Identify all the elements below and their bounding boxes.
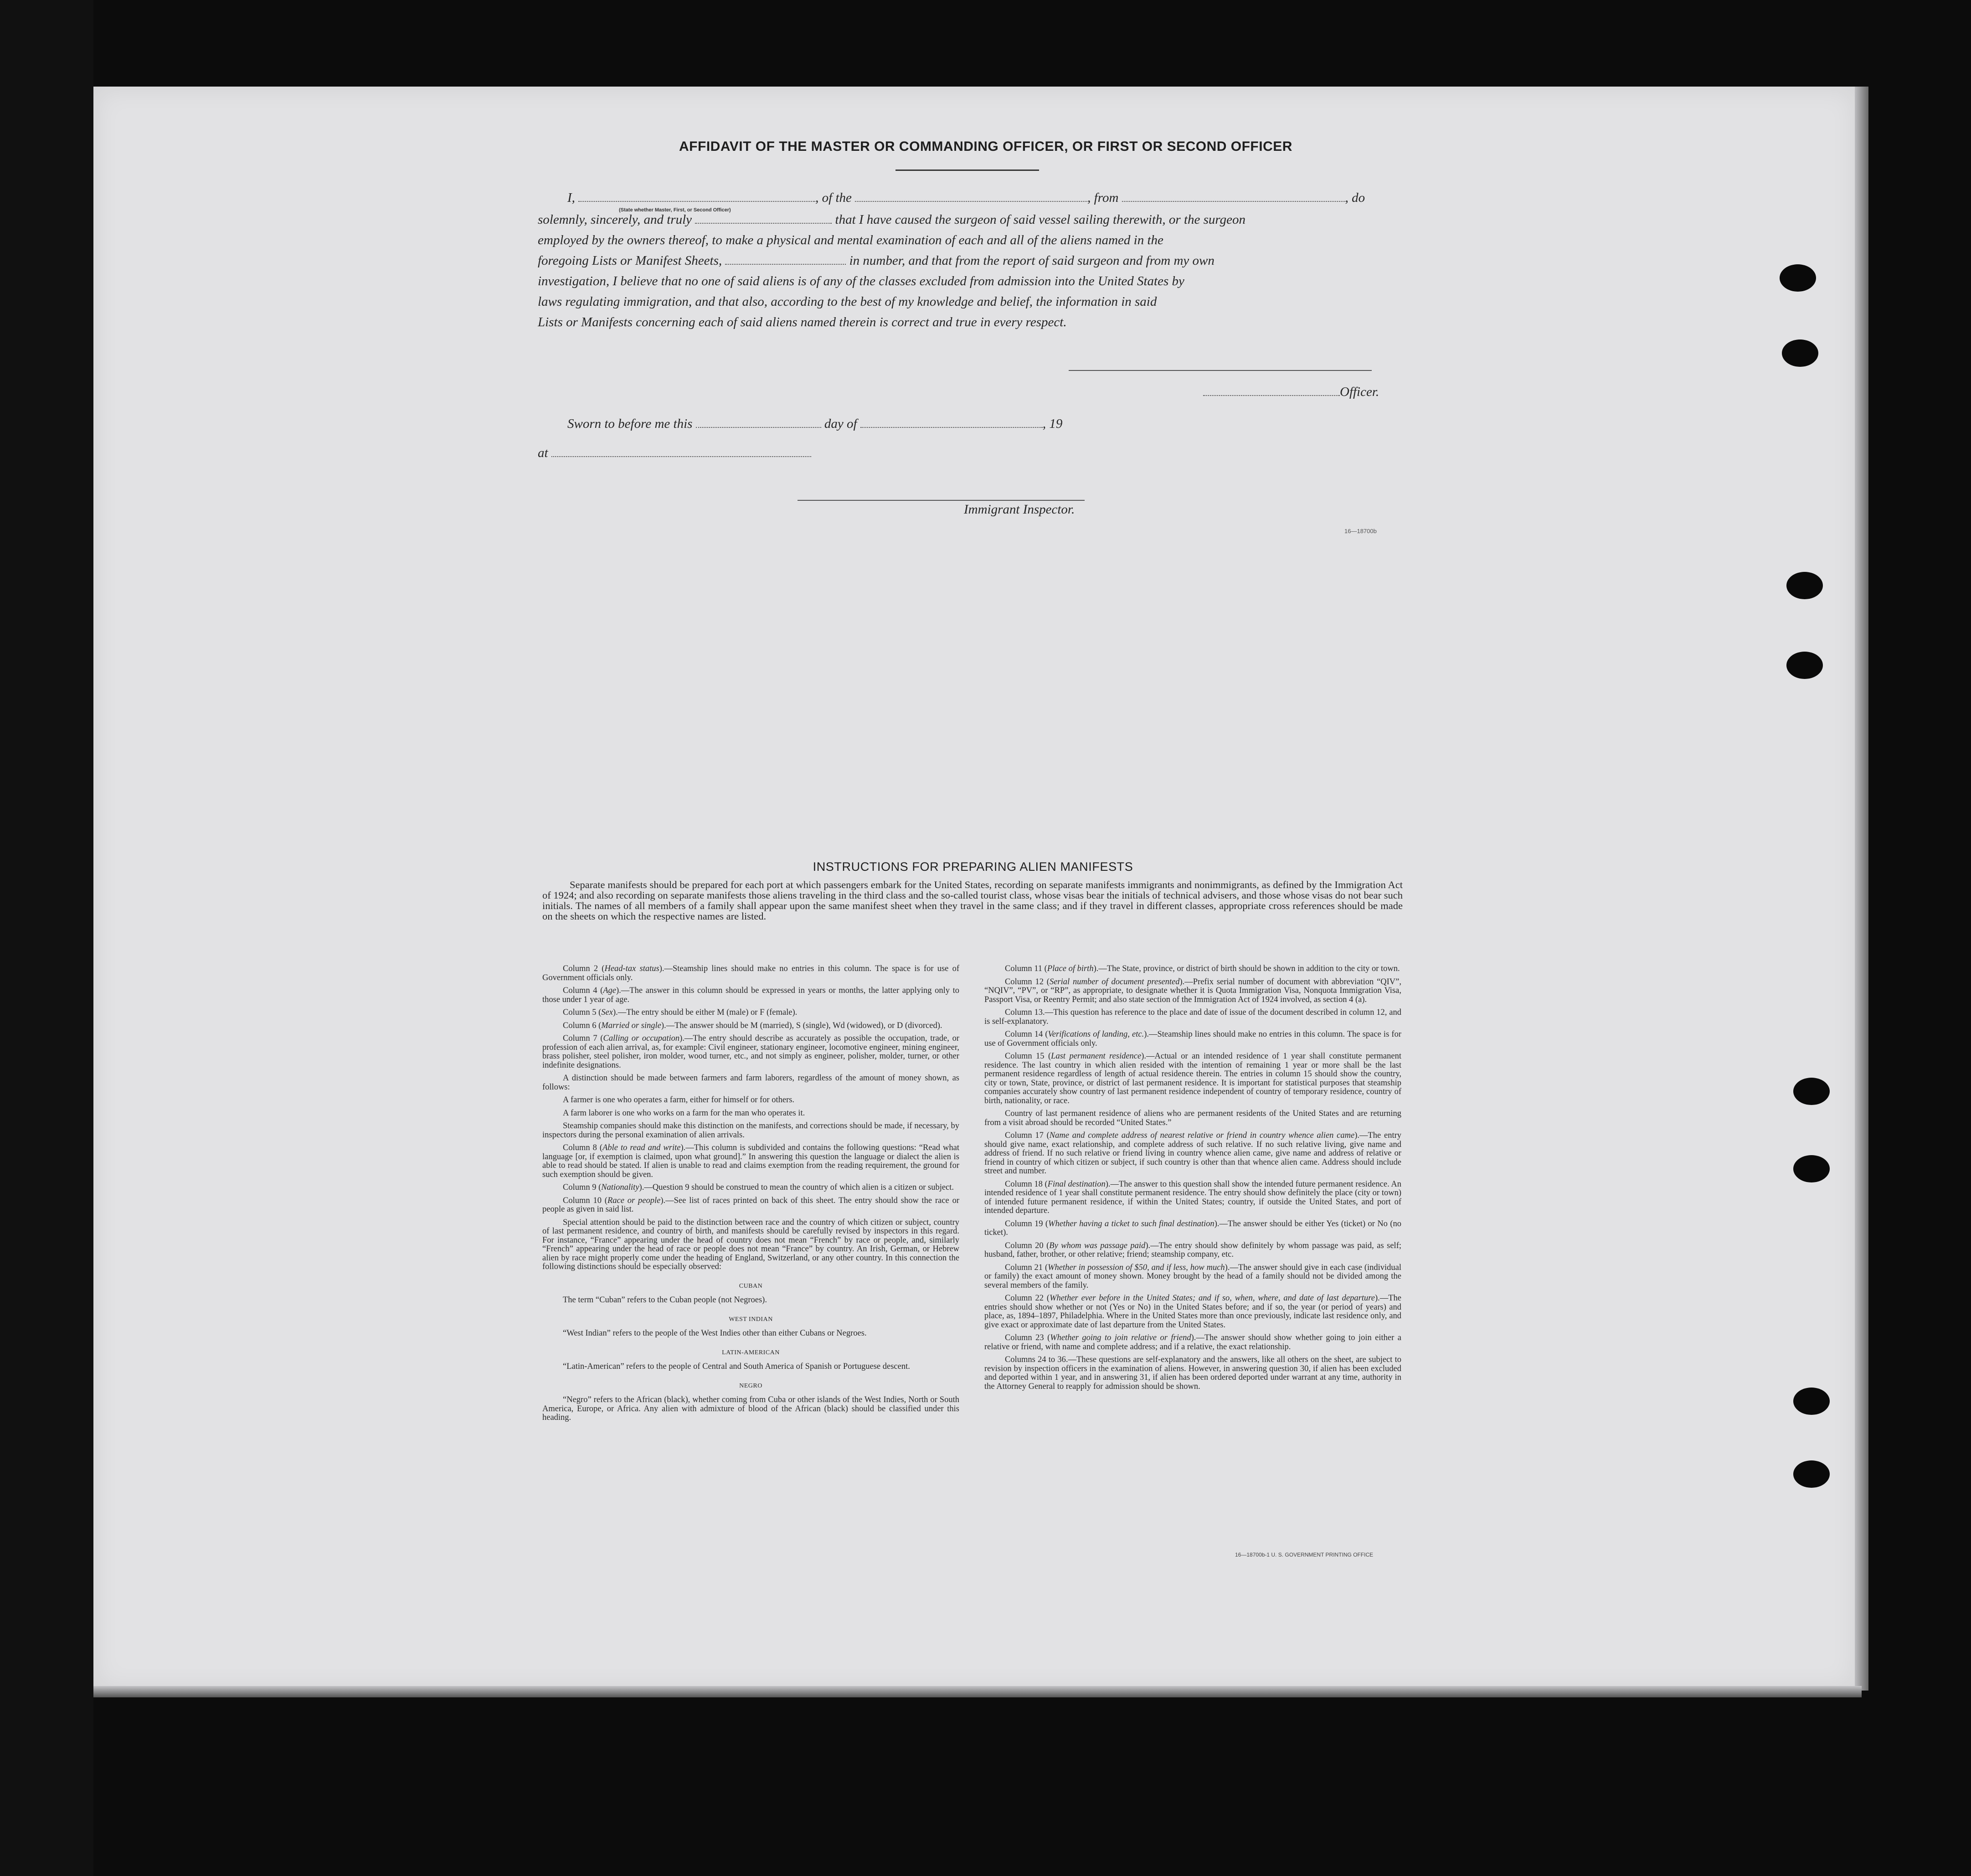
sworn-month-field[interactable] bbox=[860, 427, 1043, 428]
instruction-paragraph: Column 11 (Place of birth).—The State, province, or district of birth should be shown in addition to the city or town. bbox=[1005, 964, 1400, 973]
instruction-paragraph: Country of last permanent residence of aliens who are permanent residents of the United States and are returning from a visit abroad should be recorded “United States.” bbox=[984, 1109, 1401, 1127]
affidavit-line-4 bbox=[538, 251, 1401, 271]
instruction-paragraph: Column 23 (Whether going to join relative or friend).—The answer should show whether going to join either a relative or friend, with name and complete address; and if a relative, the exact relationship. bbox=[984, 1333, 1401, 1352]
punch-hole-icon bbox=[1782, 339, 1818, 367]
instruction-paragraph: Special attention should be paid to the distinction between race and the country of which citizen or subject, country of last permanent residence, and country of birth, and manifests should be carefully revised by inspectors in this regard. For instance, “France” appearing under the head of country does not mean “French” by race or people, and, similarly “French” appearing under the head of race or people does not mean “France” by country. An Irish, German, or Hebrew alien by race might properly come under the heading of England, Switzerland, or any other country. In this connection the following distinctions should be especially observed: bbox=[542, 1218, 959, 1271]
instruction-paragraph: “West Indian” refers to the people of the West Indies other than either Cubans or Negroes. bbox=[563, 1329, 867, 1338]
instruction-paragraph: Column 5 (Sex).—The entry should be either M (male) or F (female). bbox=[563, 1008, 798, 1017]
instruction-paragraph: Column 12 (Serial number of document presented).—Prefix serial number of document with abbreviation “QIV”, “NQIV”, “PV”, or “RP”, as appropriate, to designate whether it is Quota Immigration Visa, Nonquota Immigration Visa, Passport Visa, or Reentry Permit; and also state section of the Immigration Act of 1924 involved, as section 4 (a). bbox=[984, 977, 1401, 1004]
sworn-day-field[interactable] bbox=[696, 427, 821, 428]
text-from: , from bbox=[1087, 190, 1119, 205]
affidavit-line-6: laws regulating immigration, and that also, according to the best of my knowledge and belief, the information in said bbox=[538, 294, 1157, 309]
text-surgeon: that I have caused the surgeon of said vessel sailing therewith, or the surgeon bbox=[835, 212, 1246, 227]
instruction-paragraph: A farmer is one who operates a farm, either for himself or for others. bbox=[563, 1095, 795, 1105]
text-do: , do bbox=[1345, 190, 1365, 205]
subheading-cuban: CUBAN bbox=[739, 1282, 763, 1290]
instruction-paragraph: Column 22 (Whether ever before in the United States; and if so, when, where, and date of last departure).—The entries should show whether or not (Yes or No) in the United States before; and if so, the year (or period of years) and place, as, 1894–1897, Philadelphia. Where in the United States more than once previously, indicate last residence only, and give exact or approximate date of last departure from the United States. bbox=[984, 1294, 1402, 1330]
officer-label: Officer. bbox=[1340, 385, 1379, 399]
punch-hole-icon bbox=[1793, 1078, 1830, 1105]
text-sworn: Sworn to before me this bbox=[567, 416, 693, 431]
film-border-left bbox=[0, 0, 93, 1876]
instruction-paragraph: Column 7 (Calling or occupation).—The entry should describe as accurately as possible the occupation, trade, or profession of each alien arrival, as, for example: Civil engineer, stationary engineer, locomotive engineer, mining engineer, brass polisher, steel polisher, iron molder, wood turner, etc., and not simply as engineer, polisher, molder, turner, or other indefinite designations. bbox=[542, 1034, 959, 1070]
inspector-label: Immigrant Inspector. bbox=[964, 502, 1075, 517]
punch-hole-icon bbox=[1786, 652, 1823, 679]
instruction-paragraph: Column 2 (Head-tax status).—Steamship lines should make no entries in this column. The space is for use of Government officials only. bbox=[542, 964, 960, 982]
punch-hole-icon bbox=[1780, 264, 1816, 292]
text-at: at bbox=[538, 446, 548, 460]
affidavit-line-7: Lists or Manifests concerning each of said aliens named therein is correct and true in every respect. bbox=[538, 315, 1067, 329]
text-in-number: in number, and that from the report of said surgeon and from my own bbox=[849, 253, 1215, 268]
instruction-paragraph: Column 18 (Final destination).—The answer to this question shall show the intended future permanent residence. An intended residence of 1 year shall constitute permanent residence. The entry should show definitely the place (city or town) of intended future permanent residence, if within the United States; country, if outside the United States, and port of intended departure. bbox=[984, 1179, 1401, 1215]
at-line bbox=[538, 443, 1401, 463]
punch-hole-icon bbox=[1793, 1388, 1830, 1415]
punch-hole-icon bbox=[1793, 1155, 1830, 1182]
instructions-intro: Separate manifests should be prepared for each port at which passengers embark for the United States, recording on separate manifests immigrants and nonimmigrants, as defined by the Immigration Act of 1924; and also recording on separate manifests those aliens traveling in the third class and the so-called tourist class, whose visas bear the initials of technical advisers, and those whose visas do not bear such initials. The names of all members of a family shall appear upon the same manifest sheet when they travel in the same class; and if they travel in different classes, appropriate cross references should be made on the sheets on which the respective names are listed. bbox=[542, 879, 1403, 922]
instruction-paragraph: “Latin-American” refers to the people of Central and South America of Spanish or Portuguese descent. bbox=[563, 1362, 910, 1371]
instruction-paragraph: Column 19 (Whether having a ticket to such final destination).—The answer should be either Yes (ticket) or No (no ticket). bbox=[984, 1219, 1401, 1237]
officer-signature-line[interactable] bbox=[1069, 370, 1372, 371]
text-i: I, bbox=[567, 190, 575, 205]
officer-rank-field[interactable] bbox=[578, 200, 815, 202]
vessel-name-field[interactable] bbox=[855, 200, 1087, 202]
oath-field[interactable] bbox=[695, 222, 832, 224]
instructions-title: INSTRUCTIONS FOR PREPARING ALIEN MANIFESTS bbox=[813, 860, 1133, 874]
sheet-edge-bottom bbox=[93, 1686, 1862, 1697]
instruction-paragraph: Steamship companies should make this distinction on the manifests, and corrections should be made, if necessary, by inspectors during the personal examination of alien arrivals. bbox=[542, 1121, 959, 1140]
subheading-negro: NEGRO bbox=[739, 1382, 762, 1389]
printing-office-footer: 16—18700b-1 U. S. GOVERNMENT PRINTING OFFICE bbox=[1235, 1552, 1374, 1558]
instruction-paragraph: Column 20 (By whom was passage paid).—The entry should show definitely by whom passage was paid, as self; husband, father, brother, or other relative; friend; steamship company, etc. bbox=[984, 1241, 1401, 1259]
instruction-paragraph: Column 4 (Age).—The answer in this column should be expressed in years or months, the latter applying only to those under 1 year of age. bbox=[542, 986, 960, 1004]
affidavit-line-5: investigation, I believe that no one of said aliens is of any of the classes excluded from admission into the United States by bbox=[538, 274, 1184, 288]
text-year: , 19 bbox=[1042, 416, 1063, 431]
instruction-paragraph: The term “Cuban” refers to the Cuban people (not Negroes). bbox=[563, 1295, 767, 1305]
instruction-paragraph: Column 8 (Able to read and write).—This column is subdivided and contains the following questions: “Read what language [or, if exemption is claimed, upon what ground].” In answering this question the language or dialect the alien is able to read should be stated. If alien is unable to read and claims exemption from the reading requirement, the ground for such exemption should be given. bbox=[542, 1143, 959, 1179]
punch-hole-icon bbox=[1793, 1460, 1830, 1488]
title-underline bbox=[895, 170, 1039, 171]
text-day-of: day of bbox=[824, 416, 857, 431]
instruction-paragraph: Columns 24 to 36.—These questions are self-explanatory and the answers, like all others on the sheet, are subject to revision by inspection officers in the examination of aliens. However, in answering question 30, if alien has been excluded and deported within 1 year, and in answering 31, if alien has been ordered deported under warrant at any time, authority in the Attorney General to reapply for admission should be shown. bbox=[984, 1355, 1401, 1391]
subheading-latin-american: LATIN-AMERICAN bbox=[722, 1349, 780, 1356]
instruction-paragraph: Column 10 (Race or people).—See list of races printed on back of this sheet. The entry should show the race or people as given in said list. bbox=[542, 1196, 959, 1214]
sheet-edge-right bbox=[1855, 87, 1868, 1691]
affidavit-line-2 bbox=[538, 210, 1401, 230]
text-foregoing: foregoing Lists or Manifest Sheets, bbox=[538, 253, 722, 268]
form-number: 16—18700b bbox=[1344, 528, 1377, 535]
affidavit-line-3: employed by the owners thereof, to make a physical and mental examination of each and all of the aliens named in the bbox=[538, 233, 1163, 247]
instruction-paragraph: Column 21 (Whether in possession of $50, and if less, how much).—The answer should give in each case (individual or family) the exact amount of money shown. Money brought by the head of a family should not be divided among the several members of the family. bbox=[984, 1263, 1402, 1290]
instruction-paragraph: A distinction should be made between farmers and farm laborers, regardless of the amount of money shown, as follows: bbox=[542, 1074, 959, 1092]
punch-hole-icon bbox=[1786, 572, 1823, 599]
instruction-paragraph: Column 15 (Last permanent residence).—Actual or an intended residence of 1 year shall constitute permanent residence. The last country in which alien resided with the intention of remaining 1 year or more shall be the last permanent residence regardless of length of actual residence therein. The entries in column 15 should show the country, city or town, State, province, or district of last permanent residence. It is important for statistical purposes that steamship companies accurately show country of last permanent residence independent of country of temporary residence, country of birth, nationality, or race. bbox=[984, 1052, 1401, 1105]
rank-caption: (State whether Master, First, or Second Officer) bbox=[619, 207, 731, 213]
instructions-left-column bbox=[542, 965, 959, 1427]
affidavit-line-1 bbox=[567, 188, 1431, 208]
instruction-paragraph: Column 9 (Nationality).—Question 9 should be construed to mean the country of which alien is a citizen or subject. bbox=[563, 1183, 954, 1192]
officer-name-field[interactable] bbox=[1203, 395, 1340, 396]
instruction-paragraph: Column 6 (Married or single).—The answer should be M (married), S (single), Wd (widowed), or D (divorced). bbox=[563, 1021, 942, 1030]
instruction-paragraph: Column 13.—This question has reference to the place and date of issue of the document described in column 12, and is self-explanatory. bbox=[984, 1008, 1401, 1026]
text-of-the: , of the bbox=[815, 190, 852, 205]
affidavit-title: AFFIDAVIT OF THE MASTER OR COMMANDING OFFICER, OR FIRST OR SECOND OFFICER bbox=[679, 139, 1292, 154]
instruction-paragraph: Column 14 (Verifications of landing, etc.).—Steamship lines should make no entries in this column. The space is for use of Government officials only. bbox=[984, 1030, 1401, 1048]
subheading-west-indian: WEST INDIAN bbox=[729, 1316, 773, 1323]
text-solemnly: solemnly, sincerely, and truly bbox=[538, 212, 692, 227]
instruction-paragraph: “Negro” refers to the African (black), whether coming from Cuba or other islands of the West Indies, North or South America, Europe, or Africa. Any alien with admixture of blood of the African (black) should be classified under this heading. bbox=[542, 1395, 959, 1422]
sheet-count-field[interactable] bbox=[725, 263, 846, 265]
instructions-right-column bbox=[984, 965, 1401, 1395]
instruction-paragraph: A farm laborer is one who works on a farm for the man who operates it. bbox=[563, 1108, 805, 1118]
place-field[interactable] bbox=[551, 456, 811, 457]
sworn-line bbox=[567, 414, 1431, 434]
instruction-paragraph: Column 17 (Name and complete address of nearest relative or friend in country whence alien came).—The entry should give name, exact relationship, and complete address of such relative. If no such relative living, give name and address of friend. If no such relative or friend living in country whence alien came, give name and address of relative or friend in country of which citizen or subject, if such country is other than that whence alien came. Address should include street and number. bbox=[984, 1131, 1402, 1176]
port-field[interactable] bbox=[1122, 200, 1345, 202]
officer-line bbox=[1203, 382, 1404, 402]
